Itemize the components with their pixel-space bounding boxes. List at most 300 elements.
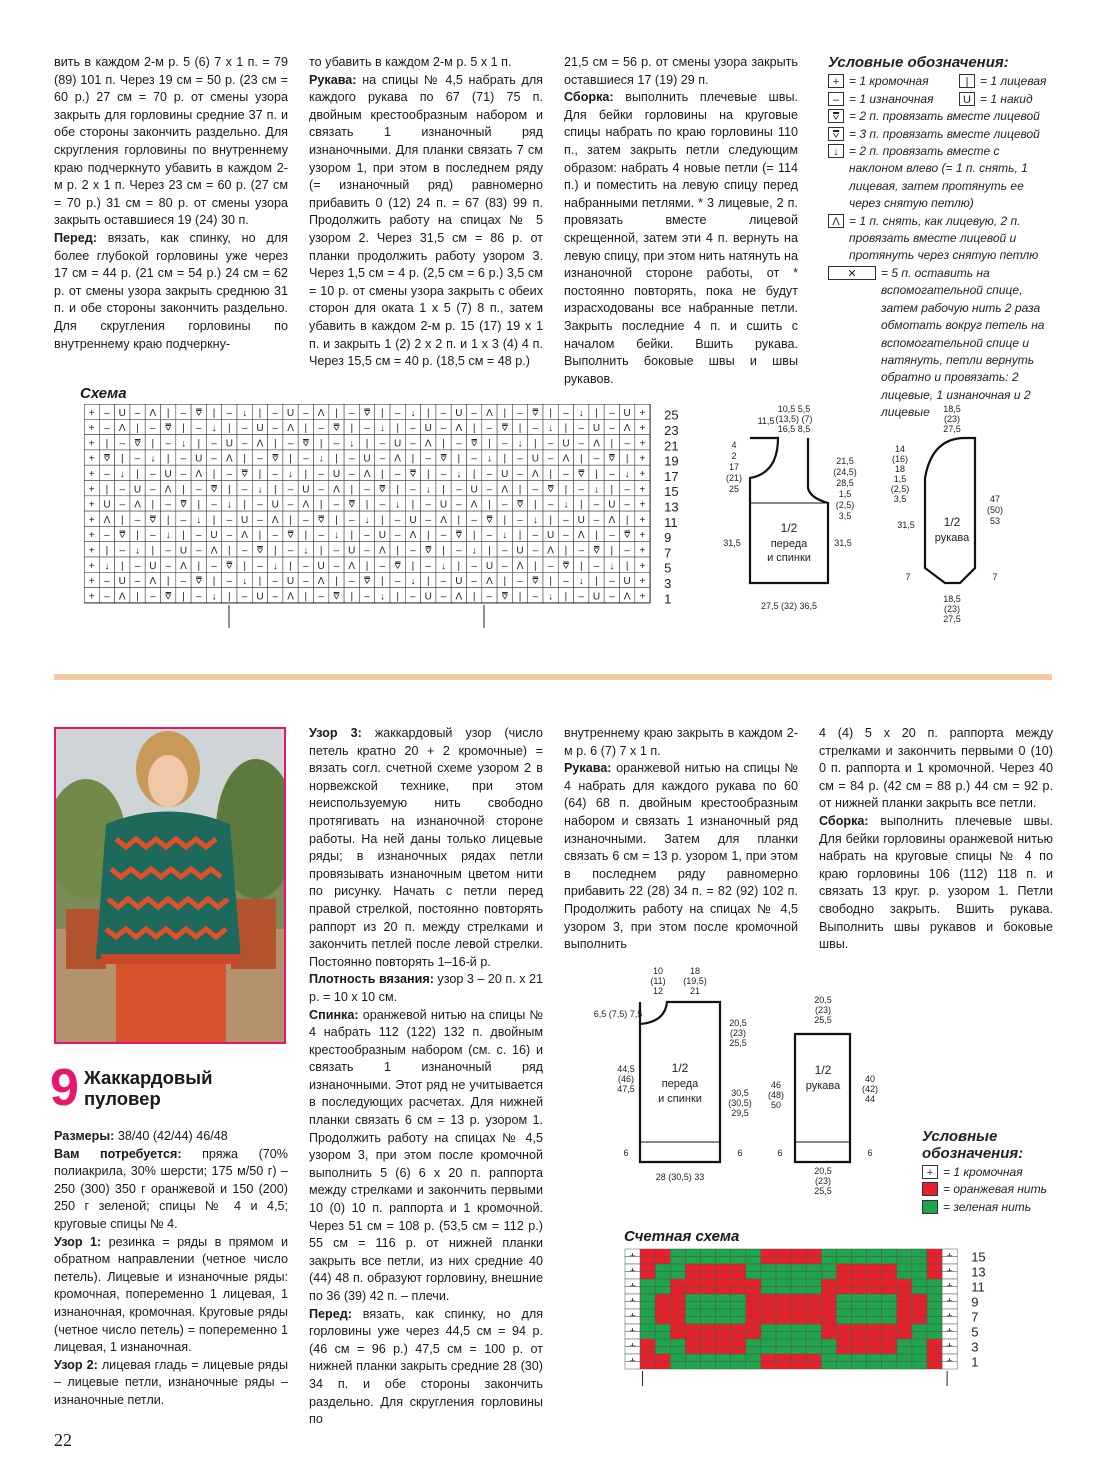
count-cell <box>701 1362 716 1370</box>
chart-symbol: + <box>639 407 646 419</box>
chart-symbol: – <box>180 514 187 526</box>
count-cell <box>670 1309 685 1317</box>
chart-symbol: | <box>182 530 185 542</box>
chart-symbol: ↓ <box>563 499 569 511</box>
chart-symbol: | <box>472 423 476 435</box>
chart-symbol: – <box>195 545 202 557</box>
chart-symbol: U <box>439 499 448 511</box>
legend-text: = зеленая нить <box>943 1199 1032 1214</box>
chart-symbol: ↓ <box>425 484 431 496</box>
chart-symbol: + <box>639 514 646 526</box>
schema-label: 14 <box>894 444 906 454</box>
count-cell <box>746 1264 761 1272</box>
count-cell <box>867 1257 882 1265</box>
count-cell <box>655 1317 670 1325</box>
row-label: 1 <box>664 591 672 607</box>
chart-symbol: Λ <box>348 560 356 572</box>
count-cell <box>927 1354 942 1362</box>
chart-symbol: – <box>547 438 554 450</box>
chart-symbol: | <box>426 576 430 588</box>
chart-symbol: – <box>303 514 309 526</box>
chart-symbol: ⩢ <box>624 530 631 542</box>
chart-symbol: | <box>212 576 216 588</box>
chart-symbol: – <box>104 469 110 480</box>
count-cell <box>701 1347 716 1355</box>
count-cell <box>716 1339 731 1347</box>
chart-symbol: | <box>534 438 537 450</box>
chart-symbol: Λ <box>608 514 616 526</box>
count-cell <box>942 1347 957 1355</box>
chart-symbol: | <box>503 576 507 588</box>
paragraph: 4 (4) 5 х 20 п. раппорта между стрелками и закончить первыми 0 (10) 0 п. раппорта и 1 кромочной. Через 40 см = 84 р. (42 см = 88 р.) 44 см = 92 р. от нижней планки закрыть все петли. <box>819 726 1053 811</box>
schema-label: (46) <box>617 1074 635 1084</box>
chart-symbol: + <box>88 591 95 603</box>
chart-symbol: | <box>120 514 124 526</box>
count-cell <box>746 1347 761 1355</box>
count-cell <box>640 1362 655 1370</box>
schema-label: и спинки <box>658 1093 702 1105</box>
chart-symbol: ↓ <box>303 545 309 557</box>
count-cell <box>655 1249 670 1257</box>
chart-symbol: – <box>456 545 462 557</box>
pattern-number: 9 <box>50 1059 79 1117</box>
count-cell <box>912 1287 927 1295</box>
count-cell <box>927 1279 942 1287</box>
legend-symbol-icon: ⩢ <box>828 109 844 123</box>
count-cell <box>927 1257 942 1265</box>
chart-symbol: + <box>639 423 646 435</box>
schema-label: (2,5) <box>835 500 855 510</box>
count-cell <box>685 1279 700 1287</box>
chart-symbol: – <box>272 407 279 419</box>
chart-symbol: – <box>180 453 187 465</box>
count-cell <box>776 1309 791 1317</box>
chart-symbol: – <box>195 530 202 542</box>
count-cell <box>746 1324 761 1332</box>
count-cell <box>852 1272 867 1280</box>
chart-symbol: – <box>318 423 324 435</box>
count-cell <box>670 1264 685 1272</box>
chart-symbol: U <box>455 407 463 419</box>
schema-label: 18,5 <box>943 594 961 604</box>
count-cell <box>836 1279 851 1287</box>
chart-symbol: – <box>211 438 217 450</box>
count-cell <box>791 1294 806 1302</box>
chart-symbol: ⩢ <box>318 514 325 526</box>
count-cell <box>776 1287 791 1295</box>
count-cell <box>942 1317 957 1325</box>
schema-label: (23) <box>943 604 961 614</box>
chart-symbol: | <box>120 453 124 465</box>
chart-symbol: | <box>457 453 461 465</box>
schema-label: 6 <box>623 1148 629 1158</box>
count-cell <box>821 1294 836 1302</box>
count-cell <box>685 1347 700 1355</box>
schema-label: 29,5 <box>731 1108 749 1118</box>
count-cell <box>897 1249 912 1257</box>
chart-symbol: ⩢ <box>165 423 172 435</box>
page-number: 22 <box>54 1430 72 1450</box>
top-col-1 <box>54 54 288 353</box>
schema-label: (19,5) <box>683 976 707 986</box>
chart-symbol: Λ <box>440 514 447 526</box>
count-cell <box>670 1362 685 1370</box>
chart-symbol: | <box>625 453 629 465</box>
chart-symbol: – <box>104 591 110 603</box>
count-cell <box>791 1249 806 1257</box>
count-cell <box>640 1339 655 1347</box>
chart-symbol: U <box>562 438 570 450</box>
chart-symbol: Λ <box>379 545 386 557</box>
count-cell <box>655 1264 670 1272</box>
chart-symbol: – <box>609 469 615 480</box>
legend-row <box>922 1164 1072 1181</box>
count-cell <box>670 1279 685 1287</box>
count-cell <box>806 1317 821 1325</box>
schema-label: переда <box>770 538 808 550</box>
count-cell <box>806 1279 821 1287</box>
count-cell <box>852 1339 867 1347</box>
row-label: 9 <box>971 1294 979 1310</box>
chart-symbol: – <box>547 560 554 572</box>
count-cell <box>746 1302 761 1310</box>
count-cell <box>942 1272 957 1280</box>
chart-symbol: ↓ <box>211 423 217 435</box>
count-cell <box>655 1339 670 1347</box>
bottom-col-4 <box>819 725 1053 954</box>
chart-symbol: – <box>456 484 462 496</box>
row-label: 13 <box>664 499 679 515</box>
chart-symbol: – <box>333 545 340 557</box>
chart-symbol: Λ <box>486 407 493 419</box>
schema-label: 28 (30,5) 33 <box>655 1172 705 1182</box>
count-cell <box>761 1347 776 1355</box>
chart-symbol: – <box>134 560 141 572</box>
count-cell <box>821 1339 836 1347</box>
count-cell <box>670 1272 685 1280</box>
count-cell <box>625 1287 640 1295</box>
count-cell <box>731 1264 746 1272</box>
chart-symbol: + <box>88 453 95 465</box>
chart-symbol: – <box>517 576 523 588</box>
chart-symbol: – <box>303 453 309 465</box>
chart-symbol: | <box>136 469 139 480</box>
chart-symbol: – <box>134 576 141 588</box>
count-cell <box>836 1324 851 1332</box>
legend-text: = 1 изнаночная <box>849 91 934 106</box>
count-cell <box>836 1249 851 1257</box>
chart-symbol: U <box>577 514 585 526</box>
count-cell <box>746 1257 761 1265</box>
chart-symbol: ↓ <box>548 591 554 603</box>
row-label: 5 <box>971 1324 979 1340</box>
chart-symbol: Λ <box>287 591 294 603</box>
chart-symbol: – <box>440 423 447 435</box>
chart-symbol: U <box>455 576 463 588</box>
schema-label: 12 <box>652 986 664 996</box>
count-cell <box>806 1264 821 1272</box>
chart-symbol: – <box>257 560 263 572</box>
chart-symbol: Λ <box>363 469 371 480</box>
chart-symbol: ⩢ <box>394 560 401 572</box>
count-cell <box>776 1362 791 1370</box>
chart-symbol: ↓ <box>288 469 294 480</box>
chart-symbol: | <box>549 576 552 588</box>
chart-symbol: U <box>225 438 233 450</box>
count-cell <box>761 1264 776 1272</box>
count-cell <box>791 1362 806 1370</box>
row-label: 23 <box>664 422 679 438</box>
count-cell <box>761 1257 776 1265</box>
count-cell <box>670 1302 685 1310</box>
chart-symbol: | <box>335 407 338 419</box>
chart-symbol: Λ <box>164 484 172 496</box>
count-cell <box>731 1272 746 1280</box>
chart-symbol: – <box>287 438 294 450</box>
chart-symbol: ↓ <box>548 423 554 435</box>
chart-symbol: ⩢ <box>287 530 294 542</box>
count-cell <box>746 1317 761 1325</box>
count-cell <box>912 1309 927 1317</box>
chart-symbol: – <box>241 484 248 496</box>
count-cell <box>746 1309 761 1317</box>
legend-text: = 2 п. провязать вместе лицевой <box>849 109 1040 124</box>
chart-symbol: ⩢ <box>532 407 539 419</box>
count-cell <box>882 1317 897 1325</box>
chart-symbol: | <box>319 545 323 557</box>
sleeve-outline <box>795 1034 850 1162</box>
schema-label: 25 <box>728 484 740 494</box>
chart-symbol: | <box>350 484 354 496</box>
chart-symbol: ⩢ <box>593 545 600 557</box>
chart-symbol: – <box>563 514 569 526</box>
count-cell <box>640 1279 655 1287</box>
count-cell <box>685 1317 700 1325</box>
chart-symbol: + <box>639 469 646 480</box>
chart-symbol: Λ <box>134 499 141 511</box>
count-cell <box>852 1279 867 1287</box>
count-cell <box>716 1287 731 1295</box>
chart-symbol: U <box>592 423 601 435</box>
count-cell <box>685 1264 700 1272</box>
count-cell <box>867 1249 882 1257</box>
schema-label: 31,5 <box>834 538 852 548</box>
chart-symbol: – <box>501 438 508 450</box>
legend-symbol-icon: + <box>828 74 844 88</box>
count-cell <box>716 1294 731 1302</box>
chart-symbol: | <box>166 407 170 419</box>
chart-symbol: – <box>532 545 539 557</box>
count-cell <box>897 1302 912 1310</box>
chart-symbol: | <box>365 499 369 511</box>
count-cell <box>882 1362 897 1370</box>
count-cell <box>806 1249 821 1257</box>
chart-symbol: + <box>88 499 95 511</box>
chart-symbol: – <box>165 438 171 450</box>
count-cell <box>746 1339 761 1347</box>
count-cell <box>821 1317 836 1325</box>
count-cell <box>685 1294 700 1302</box>
chart-symbol: ↓ <box>196 514 202 526</box>
chart-symbol: | <box>136 530 139 542</box>
divider <box>54 674 1052 680</box>
count-cell <box>867 1294 882 1302</box>
chart-symbol: U <box>378 530 386 542</box>
chart-symbol: | <box>411 560 415 572</box>
chart-symbol: ↓ <box>257 484 263 496</box>
chart-symbol: Λ <box>593 438 600 450</box>
schema-label: 31,5 <box>897 520 915 530</box>
count-cell <box>852 1309 867 1317</box>
count-cell <box>776 1264 791 1272</box>
count-cell <box>731 1324 746 1332</box>
count-cell <box>625 1272 640 1280</box>
count-cell <box>625 1257 640 1265</box>
chart-symbol: | <box>243 453 246 465</box>
chart-symbol: | <box>595 407 598 419</box>
chart-symbol: | <box>442 484 445 496</box>
count-cell <box>836 1302 851 1310</box>
count-cell <box>912 1279 927 1287</box>
chart-symbol: Λ <box>103 514 111 526</box>
chart-symbol: – <box>165 545 171 557</box>
chart-symbol: + <box>639 438 646 450</box>
sweater-photo <box>54 727 286 1044</box>
chart-symbol: ↓ <box>364 514 370 526</box>
count-cell <box>701 1317 716 1325</box>
chart-symbol: ⩢ <box>471 438 478 450</box>
count-cell <box>791 1302 806 1310</box>
chart-symbol: | <box>197 499 201 511</box>
chart-symbol: U <box>608 499 616 511</box>
chart-symbol: | <box>518 530 522 542</box>
chart-symbol: – <box>364 545 370 557</box>
paragraph: Узор 3: жаккардовый узор (число петель кратно 20 + 2 кромочные) = вязать согл. счетной схеме узором 2 в норвежской технике, при этом неиспользуемую нить свободно протягивать на изнаночной стороне работы. На ней даны только лицевые ряды; в изнаночных рядах петли провязывать изнаночным цветом нити по рисунку. Начать с петли перед правой стрелкой, постоянно повторять раппорт из 20 п. между стрелками и закончить петлей после левой стрелки. Постоянно повторять 1–16-й р. <box>309 726 544 969</box>
count-cell <box>852 1294 867 1302</box>
chart-symbol: – <box>624 484 630 496</box>
schema-label: (2,5) <box>890 484 910 494</box>
count-cell <box>791 1264 806 1272</box>
chart-symbol: + <box>88 484 95 496</box>
chart-symbol: ↓ <box>242 407 248 419</box>
count-cell <box>655 1362 670 1370</box>
schema-label: (21) <box>725 473 743 483</box>
legend-top <box>828 54 1054 422</box>
legend-row <box>922 1181 1072 1198</box>
row-label: 5 <box>664 560 672 576</box>
chart-symbol: – <box>272 469 279 480</box>
chart-symbol: | <box>610 438 614 450</box>
chart-symbol: – <box>517 514 523 526</box>
chart-symbol: U <box>286 576 295 588</box>
chart-symbol: | <box>426 469 430 480</box>
chart-symbol: – <box>318 469 324 480</box>
chart-symbol: | <box>304 591 308 603</box>
pattern-title-1: Жаккардовый <box>84 1067 213 1088</box>
chart-symbol: | <box>365 560 369 572</box>
chart-symbol: | <box>228 591 231 603</box>
chart-symbol: – <box>425 499 432 511</box>
count-cell <box>821 1309 836 1317</box>
chart-symbol: – <box>165 560 171 572</box>
chart-symbol: | <box>442 545 445 557</box>
chart-symbol: – <box>578 484 585 496</box>
schema-label: 47,5 <box>617 1084 635 1094</box>
row-label: 3 <box>971 1339 979 1355</box>
chart-symbol: Λ <box>210 545 218 557</box>
chart-symbol: | <box>273 438 277 450</box>
chart-symbol: | <box>472 469 476 480</box>
count-cell <box>806 1309 821 1317</box>
chart-symbol: Λ <box>532 469 539 480</box>
legend-symbol-icon: ↓ <box>828 144 844 158</box>
chart-symbol: Λ <box>241 530 248 542</box>
chart-symbol: – <box>333 438 340 450</box>
paragraph: Размеры: 38/40 (42/44) 46/48 <box>54 1129 228 1143</box>
row-label: 19 <box>664 453 679 469</box>
chart-symbol: – <box>318 484 324 496</box>
chart-symbol: – <box>425 453 432 465</box>
chart-symbol: | <box>258 469 262 480</box>
chart-symbol: – <box>501 499 508 511</box>
count-cell <box>655 1332 670 1340</box>
count-cell <box>821 1257 836 1265</box>
count-cell <box>746 1362 761 1370</box>
count-cell <box>746 1287 761 1295</box>
chart-symbol: Λ <box>118 423 126 435</box>
chart-symbol: – <box>257 499 263 511</box>
count-cell <box>821 1272 836 1280</box>
chart-symbol: – <box>119 499 126 511</box>
count-cell <box>670 1347 685 1355</box>
chart-symbol: – <box>547 453 554 465</box>
count-cell <box>897 1354 912 1362</box>
chart-symbol: | <box>396 423 399 435</box>
chart-symbol: ⩢ <box>562 560 569 572</box>
chart-symbol: – <box>563 530 569 542</box>
count-cell <box>776 1272 791 1280</box>
chart-symbol: – <box>440 469 447 480</box>
chart-symbol: | <box>335 514 338 526</box>
count-cell <box>867 1272 882 1280</box>
count-cell <box>670 1354 685 1362</box>
chart-symbol: | <box>564 484 568 496</box>
count-cell <box>912 1339 927 1347</box>
chart-symbol: – <box>410 484 416 496</box>
bottom-col-3 <box>564 725 798 954</box>
count-cell <box>640 1324 655 1332</box>
count-cell <box>806 1362 821 1370</box>
count-cell <box>821 1287 836 1295</box>
paragraph: Сборка: выполнить плечевые швы. Для бейки горловины оранжевой нитью набрать на круговые спицы № 4 по краю горловины 106 (112) 118 п. и связать 13 круг. р. узором 1. Петли свободно закрыть. Вшить рукава. Выполнить швы рукавов и боковые швы. <box>819 813 1053 952</box>
chart-symbol: – <box>394 514 401 526</box>
chart-symbol: ⩢ <box>272 453 279 465</box>
schema-label: 17 <box>728 462 740 472</box>
top-col-3 <box>564 54 798 388</box>
count-cell <box>897 1287 912 1295</box>
count-cell <box>625 1362 640 1370</box>
chart-symbol: Λ <box>226 453 233 465</box>
chart-symbol: – <box>501 545 508 557</box>
count-cell <box>867 1309 882 1317</box>
chart-symbol: – <box>348 576 355 588</box>
chart-symbol: | <box>503 514 507 526</box>
chart-symbol: | <box>488 438 491 450</box>
chart-symbol: – <box>578 423 585 435</box>
chart-symbol: | <box>289 560 292 572</box>
chart-symbol: – <box>104 423 110 435</box>
count-cell <box>731 1279 746 1287</box>
